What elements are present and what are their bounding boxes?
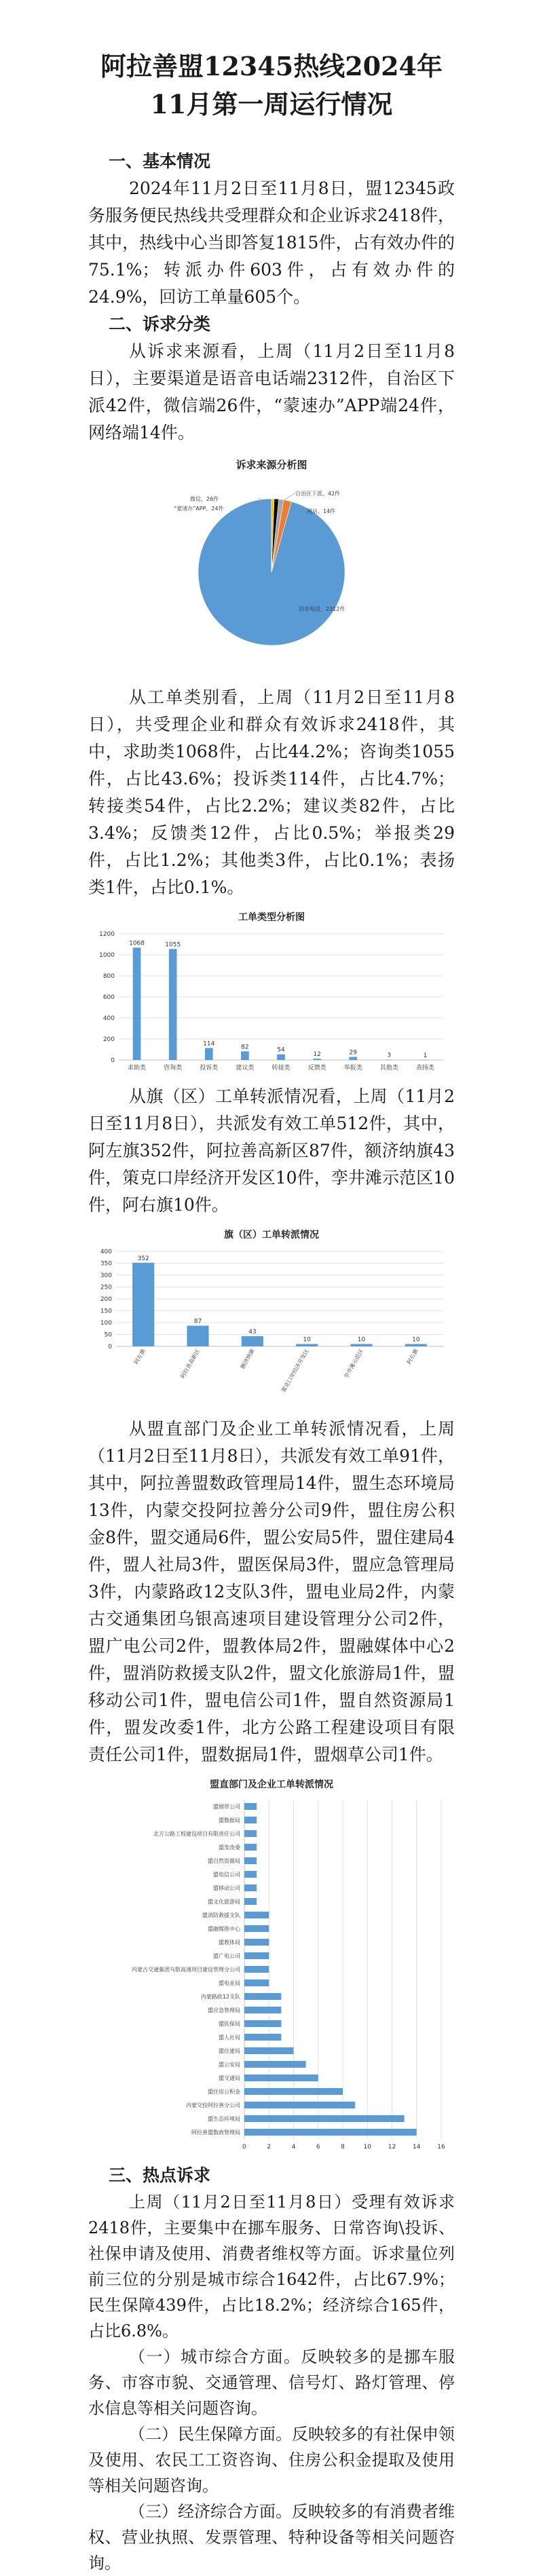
y-tick-label: 盟医保局 (219, 2021, 240, 2027)
bar-5 (313, 1059, 321, 1060)
y-tick-label: 400 (100, 1249, 112, 1255)
x-tick-label: 16 (437, 2144, 445, 2151)
bar-12 (244, 1966, 269, 1973)
chart-title: 工单类型分析图 (238, 912, 305, 923)
chart-title: 诉求来源分析图 (236, 459, 307, 471)
bar-22 (244, 2102, 355, 2108)
category-paragraph: 从工单类别看，上周（11月2日至11月8日），共受理企业和群众有效诉求2418件，其中，求助类1068件，占比44.2%；咨询类1055件，占比43.6%；投诉类114件，占比4.7%；转接类54件，占比2.2%；建议类82件，占比3.4%；反馈类12件，占比0.5%；举报类29件，占比1.2%；其他类3件，占比0.1%；表扬类1件，占比0.1%。 (88, 687, 455, 897)
y-tick-label: 阿拉善盟数政管理局 (191, 2129, 240, 2136)
y-tick-label: 盟广电公司 (213, 1953, 240, 1959)
data-label: 54 (277, 1046, 285, 1054)
bar-15 (244, 2007, 281, 2013)
x-tick-label: 2 (267, 2144, 272, 2151)
x-tick-label: 咨询类 (164, 1065, 183, 1072)
bar-2 (205, 1048, 213, 1060)
x-tick-label: 12 (388, 2144, 396, 2151)
y-tick-label: 350 (100, 1260, 112, 1268)
y-tick-label: 800 (102, 973, 115, 980)
pie-label-0: 语音电话，2312件 (299, 606, 345, 612)
x-tick-label: 其他类 (379, 1065, 398, 1072)
y-tick-label: 盟发改委 (219, 1844, 240, 1851)
bar-17 (244, 2034, 281, 2041)
x-tick-label: 孪井滩示范区 (343, 1348, 365, 1380)
pie-label-4: 网站，14件 (307, 508, 336, 514)
department-paragraph: 从盟直部门及企业工单转派情况看，上周（11月2日至11月8日），共派发有效工单91件，其中，阿拉善盟数政管理局14件，盟生态环境局13件，内蒙交投阿拉善分公司9件，盟住房公积金8件，盟交通局6件，盟公安局5件，盟住建局4件，盟人社局3件，盟医保局3件，盟应急管理局3件，内蒙路政12支队3件，盟电业局2件，内蒙古交通集团乌银高速项目建设管理分公司2件，盟广电公司2件，盟教体局2件，盟融媒体中心2件，盟消防救援支队2件，盟文化旅游局1件，盟移动公司1件，盟电信公司1件，盟自然资源局1件，盟发改委1件，北方公路工程建设项目有限责任公司1件，盟数据局1件，盟烟草公司1件。 (88, 1419, 455, 1764)
bar-1 (187, 1326, 208, 1346)
y-tick-label: 100 (100, 1320, 112, 1327)
bar-18 (244, 2047, 294, 2054)
x-tick-label: 4 (291, 2144, 296, 2151)
section-3-heading: 三、热点诉求 (109, 2165, 211, 2185)
y-tick-label: 盟烟草公司 (213, 1804, 240, 1810)
x-tick-label: 转接类 (272, 1065, 291, 1072)
section-1-heading: 一、基本情况 (109, 151, 211, 171)
x-tick-label: 8 (341, 2144, 345, 2151)
y-tick-label: 盟融媒体中心 (208, 1926, 240, 1932)
chart-title: 旗（区）工单转派情况 (224, 1230, 319, 1240)
bar-4 (244, 1857, 257, 1864)
livelihood-paragraph: （二）民生保障方面。反映较多的有社保申领及使用、农民工工资咨询、住房公积金提取及使用等相关问题咨询。 (88, 2425, 455, 2495)
bar-3 (241, 1051, 249, 1060)
city-paragraph: （一）城市综合方面。反映较多的是挪车服务、市容市貌、交通管理、信号灯、路灯管理、停水信息等相关问题咨询。 (88, 2347, 455, 2418)
x-tick-label: 举报类 (343, 1065, 362, 1072)
y-tick-label: 150 (100, 1308, 112, 1315)
x-tick-label: 阿左旗 (133, 1348, 147, 1365)
y-tick-label: 盟移动公司 (213, 1885, 240, 1891)
bar-1 (244, 1817, 257, 1823)
bar-8 (244, 1912, 269, 1918)
y-tick-label: 内蒙路政12支队 (200, 1994, 240, 2000)
y-tick-label: 1200 (99, 931, 115, 938)
pie-leader-1 (284, 493, 295, 501)
bar-24 (244, 2129, 417, 2136)
x-tick-label: 阿右旗 (405, 1348, 419, 1365)
source-paragraph: 从诉求来源看，上周（11月2日至11月8日），主要渠道是语音电话端2312件，自治区下派42件，微信端26件，“蒙速办”APP端24件，网络端14件。 (88, 341, 455, 442)
y-tick-label: 盟教体局 (219, 1939, 240, 1946)
category-bar-chart (92, 908, 451, 1078)
y-tick-label: 盟公安局 (219, 2062, 240, 2068)
y-tick-label: 0 (108, 1344, 112, 1350)
x-tick-label: 求助类 (128, 1065, 147, 1072)
source-pie-chart (149, 453, 394, 657)
y-tick-label: 盟住房公积金 (208, 2089, 240, 2095)
data-label: 10 (412, 1336, 420, 1344)
bar-1 (169, 949, 177, 1060)
x-tick-label: 0 (242, 2144, 246, 2151)
document-title (88, 48, 455, 124)
y-tick-label: 1000 (99, 952, 115, 959)
data-label: 3 (387, 1052, 392, 1059)
bar-0 (133, 947, 141, 1060)
data-label: 1055 (165, 941, 181, 949)
bar-19 (244, 2061, 306, 2068)
bar-4 (277, 1055, 285, 1060)
data-label: 1068 (129, 940, 145, 947)
bar-4 (350, 1344, 372, 1347)
y-tick-label: 50 (104, 1331, 112, 1339)
bar-13 (244, 1980, 269, 1986)
y-tick-label: 盟数据局 (219, 1817, 240, 1823)
y-tick-label: 250 (100, 1284, 112, 1291)
bar-20 (244, 2075, 318, 2081)
y-tick-label: 400 (102, 1015, 115, 1022)
title-line-1: 阿拉善盟12345热线2024年 (100, 51, 443, 81)
bar-8 (422, 1060, 430, 1061)
pie-label-3: “蒙速办”APP，24件 (174, 506, 224, 512)
data-label: 114 (203, 1040, 215, 1048)
x-tick-label: 反馈类 (307, 1065, 326, 1072)
data-label: 1 (423, 1052, 428, 1059)
economy-paragraph: （三）经济综合方面。反映较多的有消费者维权、营业执照、发票管理、特种设备等相关问题咨询。 (88, 2502, 455, 2573)
bar-16 (244, 2020, 281, 2027)
x-tick-label: 策克口岸经济开发区 (280, 1348, 310, 1394)
bar-14 (244, 1993, 281, 2000)
x-tick-label: 投诉类 (200, 1065, 219, 1072)
section-2-heading: 二、诉求分类 (109, 314, 211, 334)
district-bar-chart (92, 1226, 451, 1394)
y-tick-label: 盟文化旅游局 (208, 1899, 240, 1905)
pie-label-1: 自治区下派，42件 (295, 491, 341, 497)
y-tick-label: 盟自然资源局 (208, 1858, 240, 1864)
title-line-2: 11月第一周运行情况 (150, 89, 393, 119)
y-tick-label: 300 (100, 1272, 112, 1279)
bar-7 (244, 1898, 257, 1905)
bar-11 (244, 1952, 269, 1959)
data-label: 352 (137, 1255, 149, 1262)
data-label: 43 (248, 1328, 257, 1336)
bar-7 (385, 1060, 393, 1061)
x-tick-label: 6 (316, 2144, 320, 2151)
y-tick-label: 盟住建局 (219, 2048, 240, 2054)
data-label: 10 (357, 1336, 366, 1344)
bar-21 (244, 2088, 343, 2095)
y-tick-label: 盟交通局 (219, 2075, 240, 2081)
y-tick-label: 200 (100, 1296, 112, 1303)
data-label: 87 (193, 1318, 202, 1325)
y-tick-label: 0 (111, 1057, 115, 1064)
chart-title: 盟直部门及企业工单转派情况 (210, 1779, 333, 1790)
x-tick-label: 额济纳旗 (239, 1348, 256, 1370)
data-label: 82 (241, 1044, 249, 1051)
bar-2 (244, 1830, 257, 1837)
data-label: 29 (349, 1049, 357, 1057)
y-tick-label: 内蒙交投阿拉善分公司 (186, 2102, 240, 2108)
y-tick-label: 盟应急管理局 (208, 2007, 240, 2013)
bar-9 (244, 1925, 269, 1932)
x-tick-label: 10 (363, 2144, 371, 2151)
bar-0 (132, 1263, 154, 1346)
y-tick-label: 600 (102, 994, 115, 1001)
x-tick-label: 表扬类 (415, 1065, 434, 1072)
y-tick-label: 盟生态环境局 (208, 2116, 240, 2122)
bar-3 (296, 1344, 318, 1347)
bar-0 (244, 1803, 257, 1810)
bar-5 (405, 1344, 427, 1347)
x-tick-label: 建议类 (236, 1065, 255, 1072)
y-tick-label: 内蒙古交通集团乌银高速项目建设管理分公司 (132, 1967, 240, 1973)
pie-label-2: 微信，26件 (190, 496, 219, 502)
bar-3 (244, 1844, 257, 1851)
x-tick-label: 阿拉善高新区 (179, 1348, 202, 1380)
y-tick-label: 盟人社局 (219, 2034, 240, 2041)
bar-2 (242, 1336, 263, 1346)
bar-10 (244, 1939, 269, 1946)
section-1-paragraph: 2024年11月2日至11月8日，盟12345政务服务便民热线共受理群众和企业诉求2418件，其中，热线中心当即答复1815件，占有效办件的75.1%；转派办件603件，占有效办件的24.9%，回访工单量605个。 (88, 178, 455, 307)
district-paragraph: 从旗（区）工单转派情况看，上周（11月2日至11月8日），共派发有效工单512件，其中，阿左旗352件，阿拉善高新区87件，额济纳旗43件，策克口岸经济开发区10件，孪井滩示范区10件，阿右旗10件。 (88, 1086, 455, 1215)
bar-6 (349, 1057, 357, 1060)
department-bar-chart (88, 1775, 455, 2155)
y-tick-label: 盟消防救援支队 (202, 1912, 240, 1918)
data-label: 10 (303, 1336, 311, 1344)
y-tick-label: 北方公路工程建设项目有限责任公司 (153, 1831, 240, 1837)
bar-6 (244, 1884, 257, 1891)
bar-23 (244, 2115, 405, 2122)
y-tick-label: 200 (102, 1036, 115, 1043)
bar-5 (244, 1871, 257, 1878)
hotspot-paragraph: 上周（11月2日至11月8日）受理有效诉求2418件，主要集中在挪车服务、日常咨询\投诉、社保申请及使用、消费者维权等方面。诉求量位列前三位的分别是城市综合1642件，占比67.9%；民生保障439件，占比18.2%；经济综合165件，占比6.8%。 (88, 2193, 455, 2341)
y-tick-label: 盟电信公司 (213, 1872, 240, 1878)
x-tick-label: 14 (413, 2144, 421, 2151)
data-label: 12 (313, 1051, 321, 1059)
y-tick-label: 盟电业局 (219, 1980, 240, 1986)
